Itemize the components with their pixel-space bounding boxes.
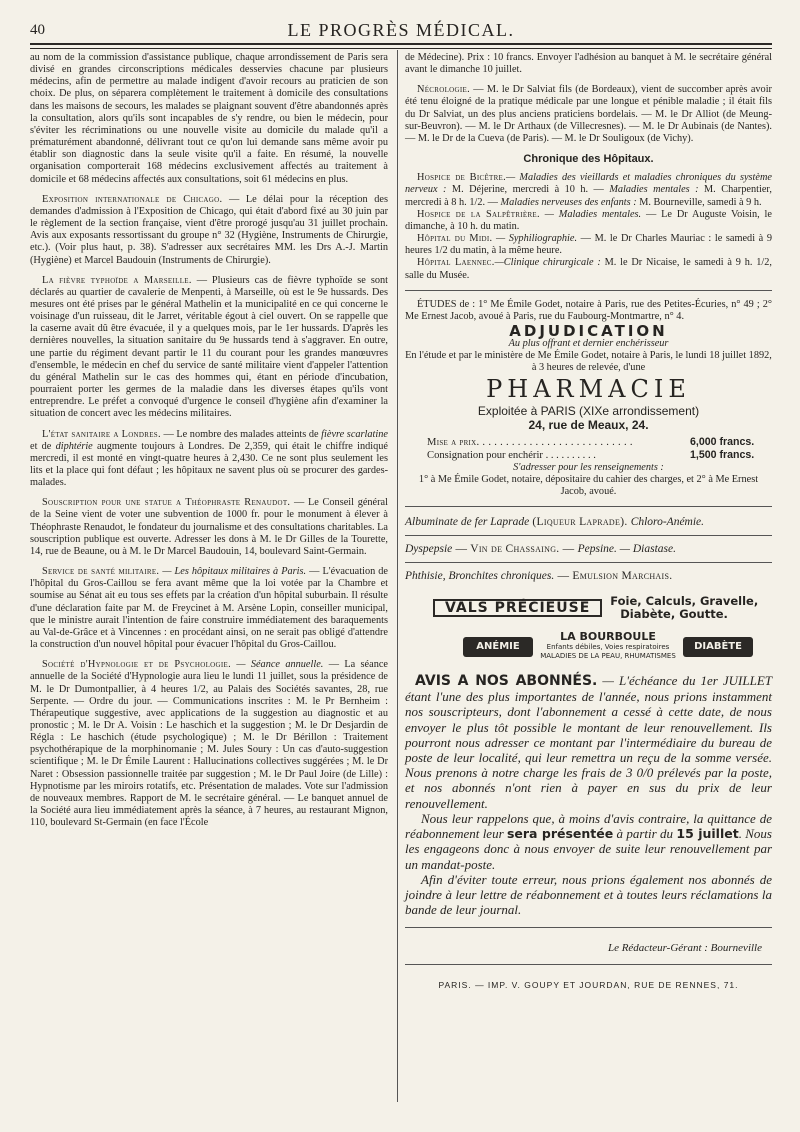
price-label-consignation: Consignation pour enchérir . . . . . . . . . . [427,449,596,461]
text-bicetre-g: M. Bourneville, samedi à 9 h. [636,196,762,208]
subheading-militaire: — Les hôpitaux militaires à Paris. [159,566,307,578]
vals-line-2: Diabète, Goutte. [620,607,728,622]
ad-chassaing-c: Pepsine. — Diastase. [577,543,677,556]
paragraph-bicetre [405,172,772,208]
adjudication-heading: ADJUDICATION [509,321,668,340]
vals-logo: VALS PRÉCIEUSE [433,599,602,617]
paragraph-militaire [30,566,388,651]
bourboule-title: LA BOURBOULE [560,630,656,644]
bourboule-center [537,631,679,661]
heading-laennec: Hôpital Laennec. [417,257,495,269]
adjudication-text: En l'étude et par le ministère de Me Émile Godet, notaire à Paris, le lundi 18 juillet 1892, à 3 heures de relevée, d'une [405,350,772,374]
pharmacie-address: 24, rue de Meaux, 24. [528,417,649,432]
text-laennec-b: —Clinique chirurgicale : [494,257,601,269]
paragraph-assistance: au nom de la commission d'assistance publique, chaque arrondissement de Paris sera divisé en grandes circonscriptions médicales desservies chacune par plusieurs médecins, afin de permettre au malade indigent d'avoir recours au praticien de son choix. De plus, on séparera complètement le traitement à domicile des consultations dans les maisons de secours, les malades se plaignant souvent d'être abandonnés après la consultation, alors qu'ils sont incapables de s'y rendre, ou bien le médecin, pour s'éviter les récriminations ou une nouvelle visite au domicile du malade qu'il a prématurément abandonné, délivrant tout ce qu'on lui demande sans même avoir pu établir son diagnostic dans la seule visite qu'il a faite. En résumé, la nouvelle organisation comporterait 168 médecins exclusivement affectés au traitement à domicile et 68 médecins affectés aux consultations, soit 61 médecins en plus. [30,52,388,185]
paragraph-hypnologie [30,659,388,829]
subheading-hypnologie: — Séance annuelle. [230,659,324,671]
text-midi-c: — M. le Dr Charles Mauriac : le samedi à 9 heures 1/2 du matin, à la même heure. [405,233,772,257]
divider-4 [405,562,772,563]
divider-5 [405,927,772,928]
text-typhoide: — Plusieurs cas de fièvre typhoïde se sont déclarés au quartier de cavalerie de Menpenti, à Marseille, où est le 9e hussards. Des mesures ont été prises par le général Mathelin et la municipalité en ce qui concerne le voisinage d'un ruisseau, dit le Jarret, véritable égout à ciel ouvert. On se rappelle que la caserne avait dû être évacuée, il y a quelques mois, par le 1er hussards. D'après les dernières nouvelles, la situation sanitaire du 9e hussards tend à s'aggraver. En outre, une partie du régiment devant partir le 11 du courant pour les grandes manœuvres d'ensemble, le médecin en chef du service de santé militaire vient d'appeler l'attention du général Mathelin sur le cas des hommes qui, étant en période d'incubation, pourraient porter les germes de la maladie dans les diverses étapes qu'ils vont entreprendre. Le préfet a convoqué d'urgence le conseil d'hygiène afin d'examiner la situation de concert avec les médecins militaires. [30,274,388,420]
text-bicetre-b: — Maladies des vieillards et maladies chroniques du système nerveux : [405,172,772,196]
text-bicetre-f: Maladies nerveuses des enfants : [500,196,637,208]
renseignements-heading: S'adresser pour les renseignements : [513,461,664,473]
page-number: 40 [30,22,45,38]
paragraph-typhoide [30,275,388,421]
text-chicago: — Le délai pour la réception des demandes d'admission à l'Exposition de Chicago, qui était d'abord fixé au 30 juin par le règlement de la section française, vient d'être prorogé jusqu'au 31 juillet prochain. Avis aux exposants ressortissant du groupe n° 32 (Hygiène, Instruments de Chirurgie, etc.). (Voir plus haut, p. 38). S'adresser aux secrétaires MM. les Drs A.-J. Martin (Hygiène) et Marcel Baudouin (Instruments de Chirurgie). [30,193,388,266]
pharmacie-location: Exploitée à PARIS (XIXe arrondissement) [477,403,700,418]
right-column [405,52,772,992]
ad-chassaing-b: — Vin de Chassaing. — [452,543,578,556]
ad-chassaing [405,542,772,556]
paragraph-midi [405,233,772,257]
vals-indications [610,595,758,621]
avis-text-2e: . Nous les engageons donc à nous envoyer de suite leur renouvellement par un mandat-poste. [405,826,772,872]
ad-bourboule [463,631,753,663]
heading-hypnologie: Société d'Hypnologie et de Psychologie. [42,659,231,671]
ad-marchais [405,569,772,583]
avis-abonnes [405,673,772,917]
header-rule-thick [30,43,772,45]
paragraph-necrologie [405,84,772,145]
text-necrologie: — M. le Dr Salviat fils (de Bordeaux), vient de succomber après avoir été tenu éloigné de la pratique médicale par une longue et pénible maladie ; il était fils du Dr Salviat, un des plus anciens praticiens bordelais. — M. le Dr Alliot (de Meung-sur-Beuvron). — M. le Dr Arthaux (de Villecresnes). — M. le Dr Aubinais (de Nantes). — M. le Dr de la Cueva (de Paris). — M. le Dr Souligoux (de Vichy). [405,84,772,144]
price-value-mise: 6,000 francs. [690,435,755,448]
text-londres-scarlatine: fièvre scarlatine [321,428,388,440]
paragraph-salpetriere [405,209,772,233]
ad-vals [433,595,772,621]
avis-text-2c: à partir du [613,826,677,842]
ad-laprade-b: (Liqueur Laprade). [529,516,631,529]
vals-line-1: Foie, Calculs, Gravelle, [610,594,759,609]
price-row-mise [427,436,772,449]
avis-text-1: — L'échéance du 1er JUILLET étant l'une des plus importantes de l'année, nous prions instamment nos souscripteurs, dont l'abonnement a cessé à cette date, de nous envoyer le plus tôt possible le montant de leur renouvellement. Ils pourront nous adresser ce montant par l'intermédiaire du bureau de poste de leur localité, qui leur remettra un reçu de la somme versée. Nous prenons à notre charge les frais de 3 0/0 prélevés par la poste, et nos abonnés n'ont rien à payer en sus du prix de leur renouvellement. [405,673,772,811]
heading-chicago: Exposition internationale de Chicago. [42,193,223,205]
printer-imprint: PARIS. — IMP. V. GOUPY ET JOURDAN, RUE DE RENNES, 71. [438,980,739,991]
text-londres-c: augmente toujours à Londres. De 2,359, qui était le chiffre indiqué mercredi, il est monté en vingt-quatre heures à 2,430. Ce ne sont plus seulement les lits et la place qui font défaut ; les hôpitaux ne savent plus où se procurer des gardes-malades. [30,440,388,489]
paragraph-banquet: de Médecine). Prix : 10 francs. Envoyer l'adhésion au banquet à M. le secrétaire général avant le dimanche 10 juillet. [405,52,772,76]
paragraph-londres [30,429,388,490]
etudes-notice: ÉTUDES de : 1° Me Émile Godet, notaire à Paris, rue des Petites-Écuries, n° 49 ; 2° Me Ernest Jacob, avoué à Paris, rue du Faubourg-Montmartre, n° 4. [405,298,772,322]
text-londres-a: — Le nombre des malades atteints de [160,428,322,440]
avis-text-2d: 15 juillet [676,826,739,842]
paragraph-chicago [30,194,388,267]
heading-chronique-hopitaux: Chronique des Hôpitaux. [523,153,654,166]
ad-laprade [405,515,772,529]
text-bicetre-c: M. Déjerine, mercredi à 10 h. — [446,184,610,196]
heading-bicetre: Hospice de Bicêtre. [417,172,507,184]
heading-renaudot: Souscription pour une statue a Théophraste Renaudot. [42,497,291,509]
price-row-consignation [427,449,772,462]
bourboule-bottle-anemie: ANÉMIE [463,637,533,657]
page-header [30,20,772,42]
text-militaire: — L'évacuation de l'hôpital du Gros-Caillou se fera avant même que la loi votée par la Chambre et soumise au Sénat ait eu tous ses effets par la création d'un hôpital suburbain. Il résulte d'une déclaration faite par M. de Freycinet à M. Arsène Lopin, conseiller municipal, que le ministre aurait l'intention de faire construire immédiatement des baraquements au Val-de-Grâce et à Vincennes : en procédant ainsi, on ne serait pas obligé d'attendre la construction d'un nouvel hôpital pour évacuer l'hôpital du Gros-Caillou. [30,566,388,651]
text-bicetre-e: M. Charpentier, mercredi à 8 h. 1/2. — [405,184,772,208]
divider-2 [405,506,772,507]
heading-salpetriere: Hospice de la Salpêtrière. [417,208,540,220]
paragraph-renaudot [30,497,388,558]
redacteur-gerant: Le Rédacteur-Gérant : Bourneville [607,942,762,955]
heading-necrologie: Nécrologie. [417,84,470,96]
text-hypnologie: — La séance annuelle de la Société d'Hypnologie aura lieu le lundi 11 juillet, sous la présidence de M. le Dr Dumontpallier, à 4 heures 1/2, au Palais des Sociétés savantes, 28, rue Serpente. — Ordre du jour. — Communications inscrites : M. le Pr Bernheim : Thérapeutique suggestive, avec applications de la suggestion au diagnostic et au pronostic ; M. le Dr A. Voisin : Le haschich et la suggestion ; M. le Dr Desjardin de Régla : Le haschich (étude psychologique) ; M. le Dr Bérillon : Traitement psychothérapique de la morphinomanie ; M. Jules Soury : Un cas d'auto-suggestion scientifique ; M. le Dr Émile Laurent : Hallucinations collectives suggérées ; M. le Dr Naret : Obsession passionnelle traitée par suggestion ; M. le Dr Paul Joire (de Lille) : Hypnotisme par les miroirs rotatifs, etc. Présentation de malades. Vote sur l'admission de nouveaux membres. Rapport de M. le secrétaire général. — Le banquet annuel de la Société aura lieu immédiatement après la séance, à 7 heures, au restaurant Mignon, 110, boulevard St-Germain (en face l'École [30,659,388,829]
heading-londres: L'état sanitaire a Londres. [42,428,161,440]
heading-typhoide: La fièvre typhoïde a Marseille. [42,274,192,286]
text-laennec-c: M. le Dr Nicaise, le samedi à 9 h. 1/2, salle du Musée. [405,257,772,281]
text-midi-b: — Syphiliographie. [492,233,578,245]
ad-chassaing-a: Dyspepsie [405,543,453,556]
paragraph-laennec [405,257,772,281]
price-label-mise: Mise a prix. . . . . . . . . . . . . . . . . . . . . . . . . . . [427,436,633,448]
divider-1 [405,290,772,291]
avis-text-2b: sera présentée [506,826,614,842]
divider-6 [405,964,772,965]
renseignements-text: 1° à Me Émile Godet, notaire, dépositaire du cahier des charges, et 2° à Me Ernest Jacob, avoué. [418,473,759,497]
avis-paragraph-2 [405,811,772,872]
bourboule-bottle-diabete: DIABÈTE [683,637,753,657]
divider-3 [405,535,772,536]
avis-text-2a: Nous leur rappelons que, à moins d'avis contraire, la quittance de réabonnement leur [405,810,772,842]
avis-paragraph-3: Afin d'éviter toute erreur, nous prions également nos abonnés de joindre à leur lettre de réabonnement et à toutes leurs réclamations la bande de leur journal. [405,871,772,918]
avis-paragraph-1 [405,673,772,811]
ad-laprade-c: Chloro-Anémie. [630,516,705,529]
avis-heading: AVIS A NOS ABONNÉS. [415,673,598,690]
header-rule-thin [30,48,772,49]
heading-militaire: Service de santé militaire. [42,566,160,578]
text-londres-diphterie: diphtérie [55,440,93,452]
text-salpetriere-c: — Le Dr Auguste Voisin, le dimanche, à 10 h. du matin. [405,208,772,232]
pharmacie-heading: PHARMACIE [486,374,691,403]
adjudication-subheading: Au plus offrant et dernier enchérisseur [508,338,669,350]
column-divider [397,50,398,1102]
text-salpetriere-b: — Maladies mentales. [539,208,642,220]
text-bicetre-d: Maladies mentales : [609,184,699,196]
price-value-consignation: 1,500 francs. [690,448,755,461]
ad-marchais-a: Phthisie, Bronchites chroniques. [405,570,555,583]
text-renaudot: — Le Conseil général de la Seine vient de voter une subvention de 1000 fr. pour le monument à élever à Théophraste Renaudot, le fondateur du journalisme et des consultations charitables. La souscription publique est ouverte. Adresser les dons à M. le Dr Gilles de la Tourette, 14, rue de Beaune, ou à M. le Dr Marcel Baudouin, 14, boulevard Saint-Germain. [30,497,388,557]
heading-midi: Hôpital du Midi. [417,233,493,245]
bourboule-sub-1: Enfants débiles, Voies respiratoires [546,643,670,652]
ad-laprade-a: Albuminate de fer Laprade [405,516,530,529]
ad-marchais-b: — Emulsion Marchais. [554,570,673,583]
text-londres-b: et de [30,440,56,452]
left-column [30,52,388,837]
journal-title: LE PROGRÈS MÉDICAL. [287,20,515,40]
bourboule-sub-2: MALADIES DE LA PEAU, RHUMATISMES [540,652,676,661]
